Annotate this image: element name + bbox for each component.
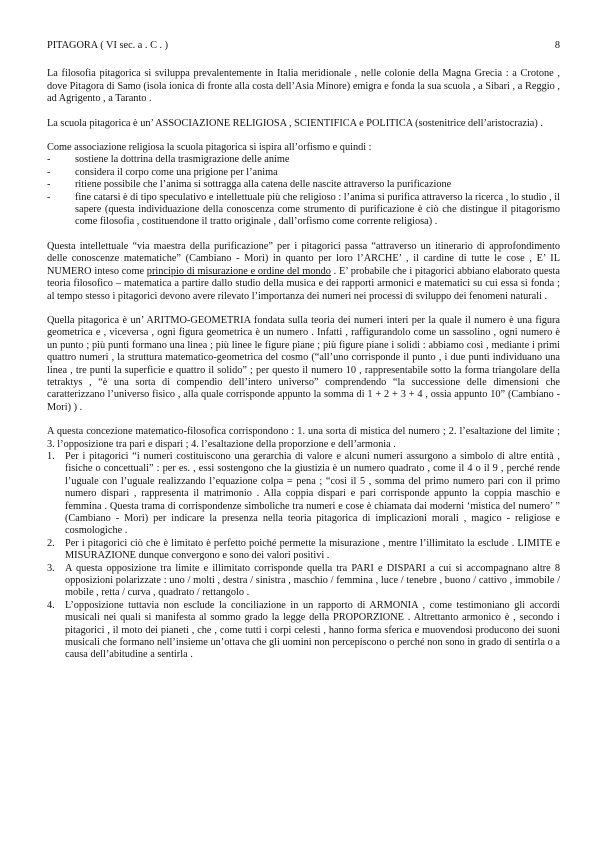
list-item-text: A questa opposizione tra limite e illimitato corrisponde quella tra PARI e DISPARI a cui si accompagnano altre 8 opposizioni polarizzate : uno / molti , destra / sinistra , maschio / femmina , luce / tenebre , buono / cattivo , immobile / mobile , retta / curva , quadrato / rettangolo . — [65, 562, 560, 599]
numbered-list — [47, 451, 560, 662]
intro-paragraph: La filosofia pitagorica si sviluppa prevalentemente in Italia meridionale , nelle colonie della Magna Grecia : a Crotone , dove Pitagora di Samo (isola ionica di fronte alla costa dell’Asia Minore) emigra e fonda la sua scuola , a Sibari , a Reggio , ad Agrigento , a Taranto . — [47, 68, 560, 105]
religious-intro-paragraph: Come associazione religiosa la scuola pitagorica si ispira all’orfismo e quindi : — [47, 142, 372, 154]
list-number: 2. — [47, 537, 55, 549]
list-item: - fine catarsi è di tipo speculativo e intellettuale più che religioso : l’anima si purifica attraverso la ricerca , lo studio , il sapere (questa individuazione della conoscenza come strumento di purificazione è ciò che distingue il pitagorismo come filosofia , costituendone il tratto originale , dall’orfismo come corrente religiosa) . — [47, 192, 560, 229]
list-item — [47, 451, 560, 538]
list-item — [47, 538, 560, 563]
religious-points-list — [47, 154, 560, 228]
intellectual-paragraph — [47, 241, 560, 303]
list-item-text: Per i pitagorici ciò che è limitato è perfetto poiché permette la misurazione , mentre l’illimitato la esclude . LIMITE e MISURAZIONE dunque convergono e sono dei valori positivi . — [65, 537, 560, 562]
list-number: 4. — [47, 599, 55, 611]
concezione-paragraph: A questa concezione matematico-filosofica corrispondono : 1. una sorta di mistica del numero ; 2. l’esaltazione del limite ; 3. l’opposizione tra pari e dispari ; 4. l’esaltazione della proporzione e dell’armonia . — [47, 426, 560, 450]
list-item-text: Per i pitagorici “i numeri costituiscono una gerarchia di valore e alcuni numeri assurgono a simbolo di altre entità , fisiche o concettuali” : per es. , essi sostengono che la giustizia è un numero quadrato , come il 4 o il 9 , perché rende l’uguale con l’uguale realizzando l’equazione colpa = pena ; “cosi il 5 , somma del primo numero pari con il primo numero dispari , rappresenta il matrimonio . Alla coppia dispari e pari corrisponde appunto la coppia maschio e femmina . Questa trama di corrispondenze simboliche tra numeri e cose è chiamata dai moderni ‘mistica del numero’ ” (Cambiano - Mori) per indicare la presenza nella teoria pitagorica di implicazioni morali , magico - religiose e cosmologiche . — [65, 450, 560, 537]
aritmo-geometria-paragraph: Quella pitagorica è un’ ARITMO-GEOMETRIA fondata sulla teoria dei numeri interi per la quale il numero è una figura geometrica e , viceversa , ogni figura geometrica è un numero . Infatti , raffigurandolo come un sassolino , ogni numero è un punto ; più punti formano una linea ; più linee le figure piane ; più figure piane i solidi : abbiamo così , mediante i primi quattro numeri , la struttura matematico-geometrica del cosmo (“all’uno corrisponde il punto , i due punti individuano una linea , tre punti la superficie e quattro il solido” ; per questo il numero 10 , rappresentabile sotto la forma triangolare della tetraktys , “è una sorta di compendio dell’intero universo” comprendendo “la successione delle dimensioni che caratterizzano l’universo fisico , alla quale corrisponde appunto la somma di 1 + 2 + 3 + 4 , ossia appunto 10” (Cambiano - Mori) ) . — [47, 314, 560, 413]
list-item: - considera il corpo come una prigione per l’anima — [47, 167, 560, 179]
page-number: 8 — [554, 40, 560, 51]
list-number: 1. — [47, 450, 55, 462]
list-item — [47, 563, 560, 600]
list-number: 3. — [47, 562, 55, 574]
list-item — [47, 600, 560, 662]
intellectual-text-before: Questa intellettuale “via maestra della purificazione” per i pitagorici passa “attraverso un itinerario di approfondimento delle conoscenze matematiche” (Cambiano - Mori) in quanto per loro l’ARCHE’ , il cardine di tutte le cose , E’ IL NUMERO inteso come — [47, 240, 560, 277]
school-paragraph: La scuola pitagorica è un’ ASSOCIAZIONE RELIGIOSA , SCIENTIFICA e POLITICA (sostenitrice dell’aristocrazia) . — [47, 117, 543, 129]
intellectual-text-after: . E’ probabile che i pitagorici abbiano elaborato questa teoria filosofico – matematica a partire dallo studio della musica e dei rapporti armonici e matematici su cui essa si fonda ; al tempo stesso i pitagorici devono avere rilevato l’importanza dei numeri nei processi di sviluppo dei fenomeni naturali . — [47, 265, 560, 302]
list-item: - sostiene la dottrina della trasmigrazione delle anime — [47, 154, 560, 166]
page-header — [47, 40, 560, 52]
page-title: PITAGORA ( VI sec. a . C . ) — [47, 40, 169, 51]
list-item-text: L’opposizione tuttavia non esclude la conciliazione in un rapporto di ARMONIA , come testimoniano gli accordi musicali nei quali si manifesta al sommo grado la legge della PROPORZIONE . Altrettanto armonico è , secondo i pitagorici , il moto dei pianeti , che , come tutti i corpi celesti , hanno forma sferica e muovendosi producono dei suoni musicali che formano nell’insieme un’ottava che gli uomini non percepiscono o perché non sono in grado di sentirla o a causa dell’abitudine a sentirla . — [65, 599, 560, 661]
underlined-principle: principio di misurazione e ordine del mondo — [146, 265, 331, 277]
list-item: - ritiene possibile che l’anima si sottragga alla catena delle nascite attraverso la purificazione — [47, 179, 560, 191]
